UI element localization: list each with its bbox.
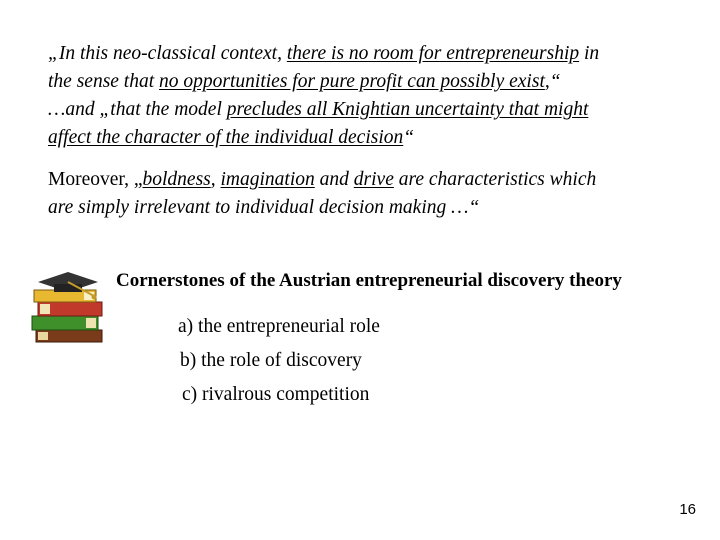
quote1-text: ,“: [544, 71, 561, 92]
quote1-underline: affect the character of the individual decision: [48, 127, 404, 148]
list-item: c) rivalrous competition: [182, 384, 370, 405]
quote2-underline: imagination: [220, 169, 315, 190]
quote2-underline: boldness: [142, 169, 211, 190]
quote-neoclassical: [48, 40, 708, 152]
books-with-graduation-cap-icon: [28, 272, 110, 348]
book-red-pages: [40, 304, 50, 314]
quote2-text: Moreover, „: [48, 169, 143, 190]
book-green-pages: [86, 318, 96, 328]
quote1-text: „In this neo-classical context,: [48, 43, 287, 64]
quote1-text: in: [579, 43, 600, 64]
cornerstones-heading: Cornerstones of the Austrian entrepreneurial discovery theory: [116, 270, 622, 291]
quote1-underline: no opportunities for pure profit can possibly exist: [159, 71, 545, 92]
quote1-text: the sense that: [48, 71, 160, 92]
graduation-cap-tassel-end: [92, 295, 97, 300]
quote1-text: …and „that the model: [48, 99, 227, 120]
book-bottom-pages: [38, 332, 48, 340]
quote2-text: are characteristics which: [393, 169, 597, 190]
quote2-text: are simply irrelevant to individual decision making …“: [48, 197, 480, 218]
quote2-text: and: [314, 169, 354, 190]
quote2-underline: drive: [353, 169, 394, 190]
quote1-text: “: [403, 127, 415, 148]
quote-moreover: [48, 166, 708, 222]
page-number: 16: [679, 501, 696, 518]
list-item: a) the entrepreneurial role: [178, 316, 380, 337]
quote1-underline: there is no room for entrepreneurship: [286, 43, 580, 64]
quote2-text: ,: [210, 169, 221, 190]
list-item: b) the role of discovery: [180, 350, 362, 371]
quote1-underline: precludes all Knightian uncertainty that might: [226, 99, 589, 120]
